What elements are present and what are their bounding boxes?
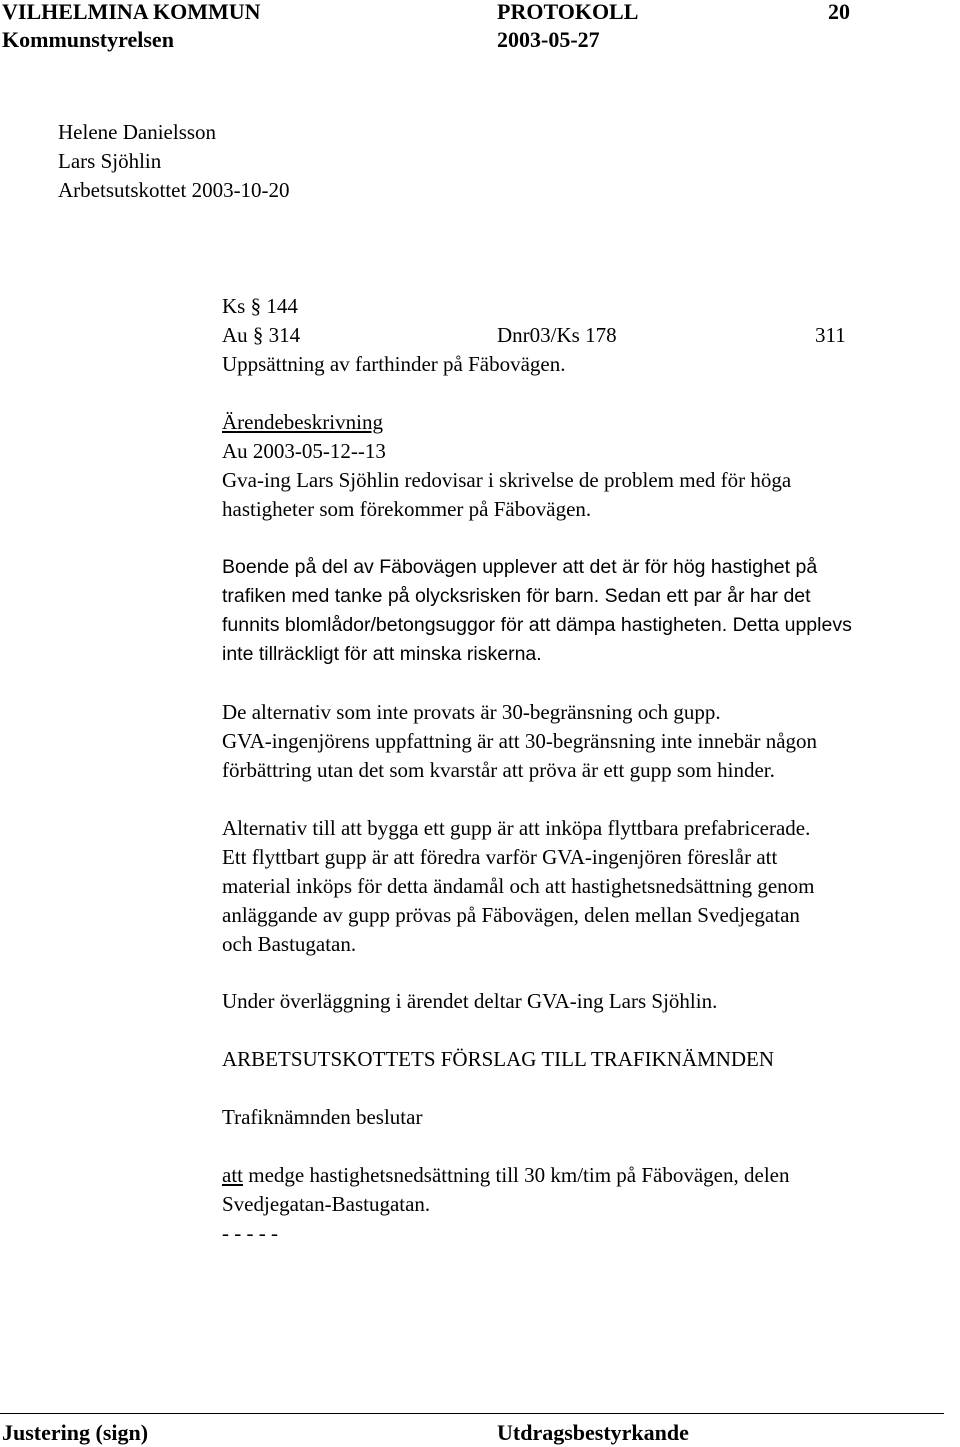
footer-rule: [0, 1413, 944, 1414]
case-description: [222, 408, 791, 524]
meeting-date: 2003-05-27: [497, 27, 600, 52]
decision-line: att medge hastighetsnedsättning till 30 km/tim på Fäbovägen, delen: [222, 1163, 790, 1187]
ks-label: Ks § 144: [222, 294, 298, 318]
justering-label: Justering (sign): [2, 1420, 149, 1445]
description-heading: Ärendebeskrivning: [222, 410, 383, 434]
deliberation-note: Under överläggning i ärendet deltar GVA-ing Lars Sjöhlin.: [222, 989, 718, 1013]
municipality-name: VILHELMINA KOMMUN: [2, 0, 261, 24]
recipient: Helene Danielsson: [58, 120, 217, 144]
description-line: Gva-ing Lars Sjöhlin redovisar i skrivelse de problem med för höga: [222, 468, 792, 492]
au-label: Au § 314: [222, 323, 301, 347]
recipients: [58, 118, 290, 205]
recipient: Arbetsutskottet 2003-10-20: [58, 178, 290, 202]
description-line: hastigheter som förekommer på Fäbovägen.: [222, 497, 592, 521]
committee-proposal-heading: ARBETSUTSKOTTETS FÖRSLAG TILL TRAFIKNÄMNDEN: [222, 1047, 775, 1071]
alternatives-paragraph: De alternativ som inte provats är 30-begränsning och gupp. GVA-ingenjörens uppfattning är att 30-begränsning inte innebär någon förbättring utan det som kvarstår att pröva är ett gupp som hinder.: [222, 700, 818, 782]
page-number: 20: [828, 0, 850, 24]
att-keyword: att: [222, 1163, 243, 1187]
case-title: Uppsättning av farthinder på Fäbovägen.: [222, 352, 566, 376]
utdrag-label: Utdragsbestyrkande: [497, 1420, 689, 1445]
proposal-paragraph: Alternativ till att bygga ett gupp är att inköpa flyttbara prefabricerade. Ett flyttbart gupp är att föredra varför GVA-ingenjören föreslår att material inköps för detta ändamål och att hastighetsnedsättning genom anläggande av gupp prövas på Fäbovägen, delen mellan Svedjegatan och Bastugatan.: [222, 816, 815, 956]
board-name: Kommunstyrelsen: [2, 27, 174, 52]
document-type: PROTOKOLL: [497, 0, 639, 24]
end-marker: - - - - -: [222, 1221, 278, 1245]
description-line: Au 2003-05-12--13: [222, 439, 386, 463]
recipient: Lars Sjöhlin: [58, 149, 162, 173]
decision-line: Svedjegatan-Bastugatan.: [222, 1192, 431, 1216]
diary-number: Dnr03/Ks 178: [497, 323, 617, 347]
decision-intro: Trafiknämnden beslutar: [222, 1105, 423, 1129]
decision: [222, 1161, 789, 1248]
residents-paragraph: Boende på del av Fäbovägen upplever att det är för hög hastighet på trafiken med tanke på olycksrisken för barn. Sedan ett par år har det funnits blomlådor/betongsuggor för att dämpa hastigheten. Detta upplevs inte tillräckligt för att minska riskerna.: [222, 556, 852, 665]
reference-number: 311: [815, 323, 846, 347]
